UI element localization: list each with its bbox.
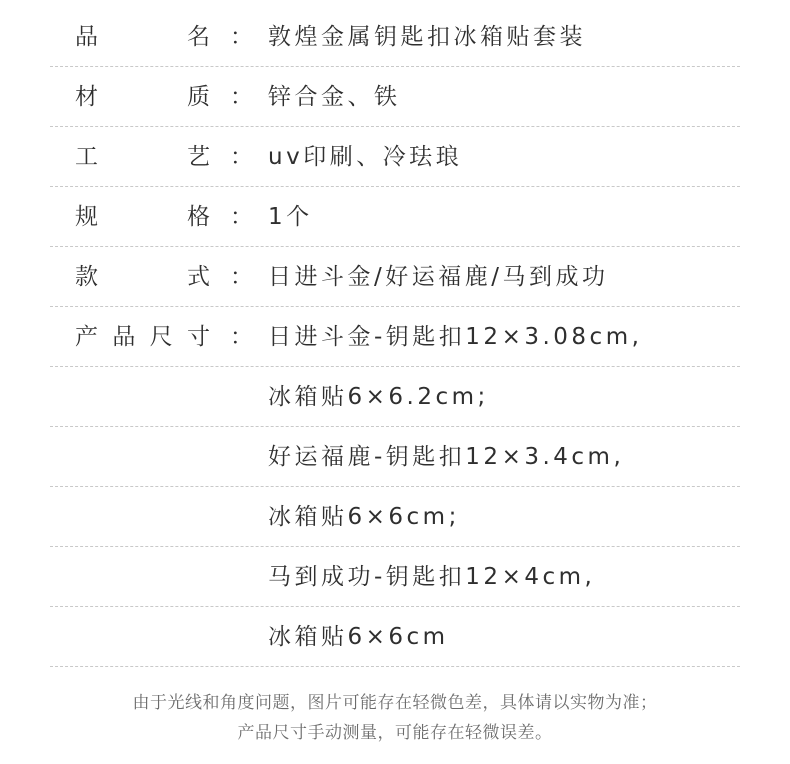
spec-value: 好运福鹿-钥匙扣12×3.4cm, [268,444,625,470]
spec-label-char: 名 [187,24,210,50]
spec-value: 1个 [268,204,313,230]
spec-value: 日进斗金/好运福鹿/马到成功 [268,264,609,290]
spec-label-char: 质 [187,84,210,110]
spec-colon: ： [230,204,253,230]
disclaimer-line-1: 由于光线和角度问题，图片可能存在轻微色差，具体请以实物为准； [132,693,658,713]
spec-row [50,247,740,307]
spec-label-char: 寸 [186,324,210,350]
spec-value: 马到成功-钥匙扣12×4cm, [268,564,596,590]
spec-row [50,427,740,487]
spec-value: 敦煌金属钥匙扣冰箱贴套装 [268,24,586,50]
spec-colon: ： [230,24,253,50]
spec-value: 冰箱贴6×6.2cm; [268,384,489,410]
spec-label [75,607,220,667]
spec-label [75,487,220,547]
spec-label-char: 工 [75,144,98,170]
spec-colon: ： [230,144,253,170]
spec-colon: ： [230,264,253,290]
spec-label [75,127,220,187]
spec-colon: ： [230,84,253,110]
spec-row [50,487,740,547]
spec-value: 冰箱贴6×6cm [268,624,449,650]
spec-label-char: 产 [75,324,98,350]
spec-label-char: 品 [112,324,136,350]
spec-value: 锌合金、铁 [268,84,401,110]
spec-label-char: 款 [75,264,98,290]
spec-value: 日进斗金-钥匙扣12×3.08cm, [268,324,643,350]
spec-value: uv印刷、冷珐琅 [268,144,463,170]
spec-row [50,67,740,127]
spec-row [50,187,740,247]
spec-label-char: 格 [187,204,210,230]
spec-label [75,367,220,427]
spec-label [75,247,220,307]
spec-label [75,547,220,607]
spec-row [50,547,740,607]
spec-row [50,7,740,67]
spec-table [50,7,740,667]
spec-label-char: 材 [75,84,98,110]
spec-label-char: 品 [75,24,98,50]
spec-label-char: 规 [75,204,98,230]
spec-label-char: 艺 [187,144,210,170]
spec-colon: ： [230,324,253,350]
disclaimer-line-2: 产品尺寸手动测量，可能存在轻微误差。 [237,723,553,743]
spec-row [50,127,740,187]
spec-label [75,7,220,67]
spec-label-char: 式 [187,264,210,290]
spec-label [75,67,220,127]
spec-row [50,307,740,367]
spec-label [75,427,220,487]
spec-row [50,367,740,427]
spec-row [50,607,740,667]
spec-label [75,307,220,367]
spec-label [75,187,220,247]
spec-label-char: 尺 [149,324,173,350]
spec-value: 冰箱贴6×6cm; [268,504,460,530]
